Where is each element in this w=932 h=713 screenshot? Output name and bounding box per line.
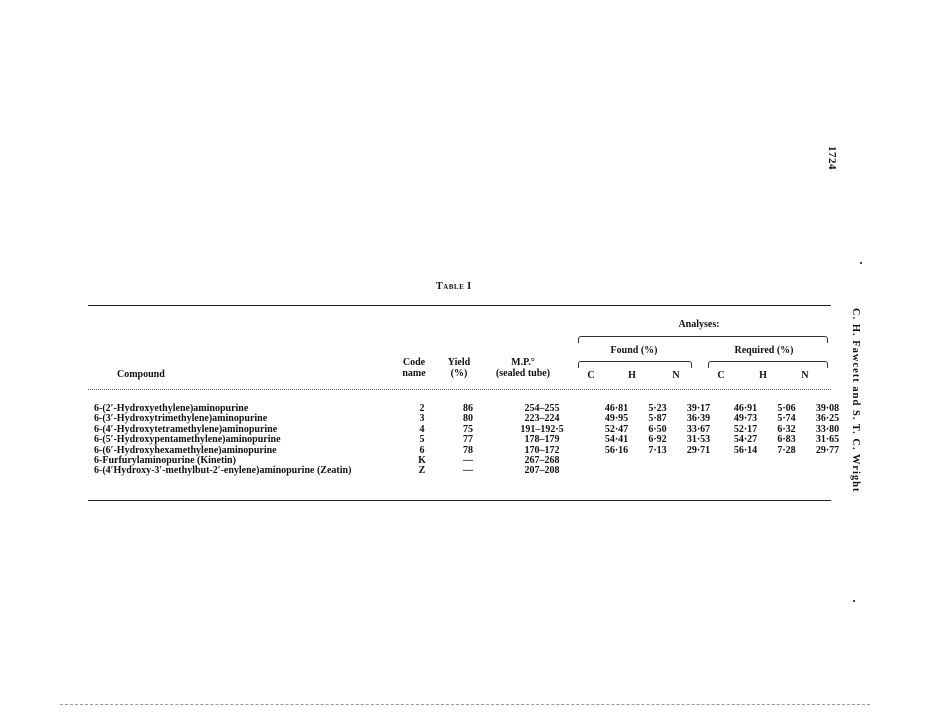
table-top-rule [88,305,831,306]
mp-header-line1: M.P.° [511,357,535,368]
column-gap [483,414,513,424]
column-gap [483,466,513,476]
column-gap [432,435,453,445]
cell-compound: 6-Furfurylaminopurine (Kinetin) [94,455,236,467]
cell-found-n: 29·71 [686,444,711,456]
cell-found-c: 52·47 [604,423,629,435]
cell-found-h: 6·50 [648,423,667,435]
cell-code: Z [418,465,426,477]
cell-code: 2 [419,403,425,414]
column-gap [483,456,513,466]
scan-speck [860,262,862,264]
cell-req-n [807,466,848,476]
cell-req-n: 39·08 [815,403,840,414]
cell-found-n: 33·67 [686,423,711,435]
header-separator-rule [88,389,831,390]
cell-found-c: 56·16 [604,444,629,456]
cell-req-n: 36·25 [815,413,840,425]
running-head: C. H. Fawcett and S. T. C. Wright [850,308,861,493]
column-gap [571,425,596,435]
yield-header-line1: Yield [447,357,471,368]
scan-artifact-line [60,704,870,707]
cell-yield: — [463,455,473,467]
cell-found-h [637,456,678,466]
required-brace [708,361,828,368]
cell-req-c [725,456,766,466]
column-gap [571,404,596,414]
cell-yield: 78 [463,444,473,456]
cell-found-n [678,466,719,476]
mp-header-line2: (sealed tube) [495,368,551,379]
cell-found-c: 49·95 [604,413,629,425]
cell-found-c: 54·41 [604,434,629,446]
cell-compound: 6-(5′-Hydroxypentamethylene)aminopurine [94,434,281,446]
cell-req-n: 31·65 [815,434,840,446]
cell-req-c: 46·91 [733,403,758,414]
column-gap [432,446,453,456]
page-number: 1724 [826,146,838,170]
cell-found-h: 5·87 [648,413,667,425]
required-n-header: N [801,370,809,381]
cell-found-n: 39·17 [686,403,711,414]
code-header-line1: Code [402,357,426,368]
cell-yield: 75 [463,423,473,435]
cell-req-c: 49·73 [733,413,758,425]
cell-mp: 191–192·5 [520,423,564,435]
cell-compound: 6-(2′-Hydroxyethylene)aminopurine [94,403,249,414]
cell-code: 3 [419,413,425,425]
cell-req-n [807,456,848,466]
cell-req-h: 5·74 [777,413,796,425]
analyses-header: Analyses: [678,319,720,330]
cell-code: 4 [419,423,425,435]
found-h-header: H [628,370,636,381]
column-gap [571,414,596,424]
cell-req-c: 54·27 [733,434,758,446]
column-gap [432,404,453,414]
cell-code: 5 [419,434,425,446]
cell-found-c [596,456,637,466]
cell-code: K [418,455,426,467]
cell-mp: 267–268 [524,455,560,467]
cell-req-h: 7·28 [777,444,796,456]
column-gap [571,435,596,445]
cell-found-h: 5·23 [648,403,667,414]
table-caption: Table I [436,281,472,292]
code-header-line2: name [402,368,426,379]
cell-code: 6 [419,444,425,456]
required-c-header: C [717,370,725,381]
cell-req-c: 52·17 [733,423,758,435]
column-gap [483,425,513,435]
cell-yield: 86 [463,403,473,414]
column-gap [432,425,453,435]
cell-req-h [766,456,807,466]
table-bottom-rule [88,500,831,501]
cell-mp: 178–179 [524,434,560,446]
column-gap [571,466,596,476]
cell-found-n: 36·39 [686,413,711,425]
column-gap [483,446,513,456]
compound-table [94,404,848,477]
cell-mp: 254–255 [524,403,560,414]
column-gap [483,404,513,414]
yield-header-line2: (%) [450,368,468,379]
cell-found-c: 46·81 [604,403,629,414]
cell-mp: 223–224 [524,413,560,425]
cell-compound: 6-(3′-Hydroxytrimethylene)aminopurine [94,413,268,425]
cell-req-c: 56·14 [733,444,758,456]
cell-req-h [766,466,807,476]
cell-req-c [725,466,766,476]
scan-speck [853,600,855,602]
cell-req-n: 29·77 [815,444,840,456]
cell-mp: 207–208 [524,465,560,477]
cell-compound: 6-(4′-Hydroxytetramethylene)aminopurine [94,423,278,435]
column-gap [483,435,513,445]
cell-found-h: 7·13 [648,444,667,456]
cell-req-h: 6·83 [777,434,796,446]
compound-header: Compound [117,369,165,380]
found-header: Found (%) [610,345,658,356]
cell-yield: — [463,465,473,477]
cell-found-n: 31·53 [686,434,711,446]
required-h-header: H [759,370,767,381]
found-n-header: N [672,370,680,381]
column-gap [432,466,453,476]
cell-mp: 170–172 [524,444,560,456]
cell-compound: 6-(4′Hydroxy-3′-methylbut-2′-enylene)aminopurine (Zeatin) [94,465,352,477]
column-gap [432,414,453,424]
cell-found-n [678,456,719,466]
column-gap [432,456,453,466]
found-c-header: C [587,370,595,381]
found-brace [578,361,692,368]
cell-found-h [637,466,678,476]
table-row [94,466,848,476]
cell-yield: 77 [463,434,473,446]
cell-req-h: 6·32 [777,423,796,435]
cell-compound: 6-(6′-Hydroxyhexamethylene)aminopurine [94,444,277,456]
cell-req-n: 33·80 [815,423,840,435]
column-gap [571,446,596,456]
analyses-brace [578,336,828,343]
cell-req-h: 5·06 [777,403,796,414]
required-header: Required (%) [734,345,794,356]
cell-found-h: 6·92 [648,434,667,446]
column-gap [571,456,596,466]
cell-found-c [596,466,637,476]
cell-yield: 80 [463,413,473,425]
